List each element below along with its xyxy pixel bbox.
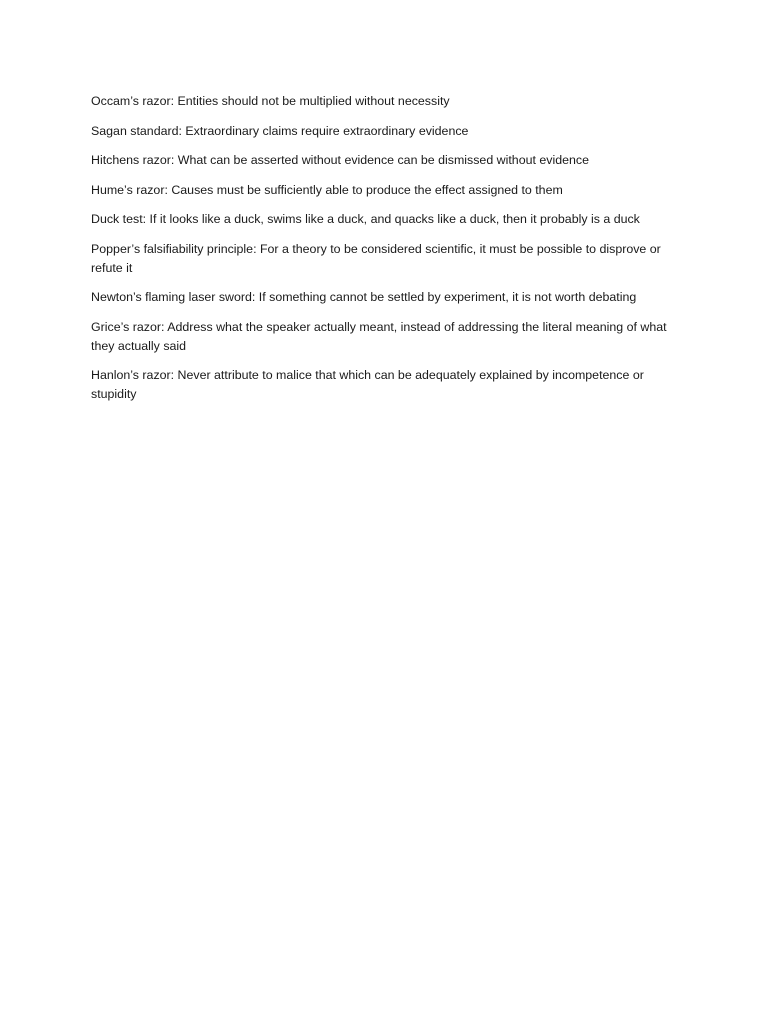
paragraph-poppers-falsifiability: Popper’s falsifiability principle: For a theory to be considered scientific, it must be possible to disprove or refute it [91,241,661,275]
paragraph-hanlons-razor: Hanlon’s razor: Never attribute to malice that which can be adequately explained by incompetence or stupidity [91,368,644,401]
paragraph-grices-razor: Grice’s razor: Address what the speaker actually meant, instead of addressing the literal meaning of what they actually said [91,319,667,353]
paragraph-hitchens-razor: Hitchens razor: What can be asserted without evidence can be dismissed without evidence [91,153,589,167]
paragraph-occams-razor: Occam’s razor: Entities should not be multiplied without necessity [91,94,450,108]
document-body [91,92,687,415]
paragraph-newtons-laser-sword: Newton’s flaming laser sword: If something cannot be settled by experiment, it is not worth debating [91,290,637,304]
paragraph-humes-razor: Hume’s razor: Causes must be sufficiently able to produce the effect assigned to them [91,182,563,197]
paragraph-duck-test: Duck test: If it looks like a duck, swims like a duck, and quacks like a duck, then it probably is a duck [91,212,640,226]
paragraph-sagan-standard: Sagan standard: Extraordinary claims require extraordinary evidence [91,123,469,138]
